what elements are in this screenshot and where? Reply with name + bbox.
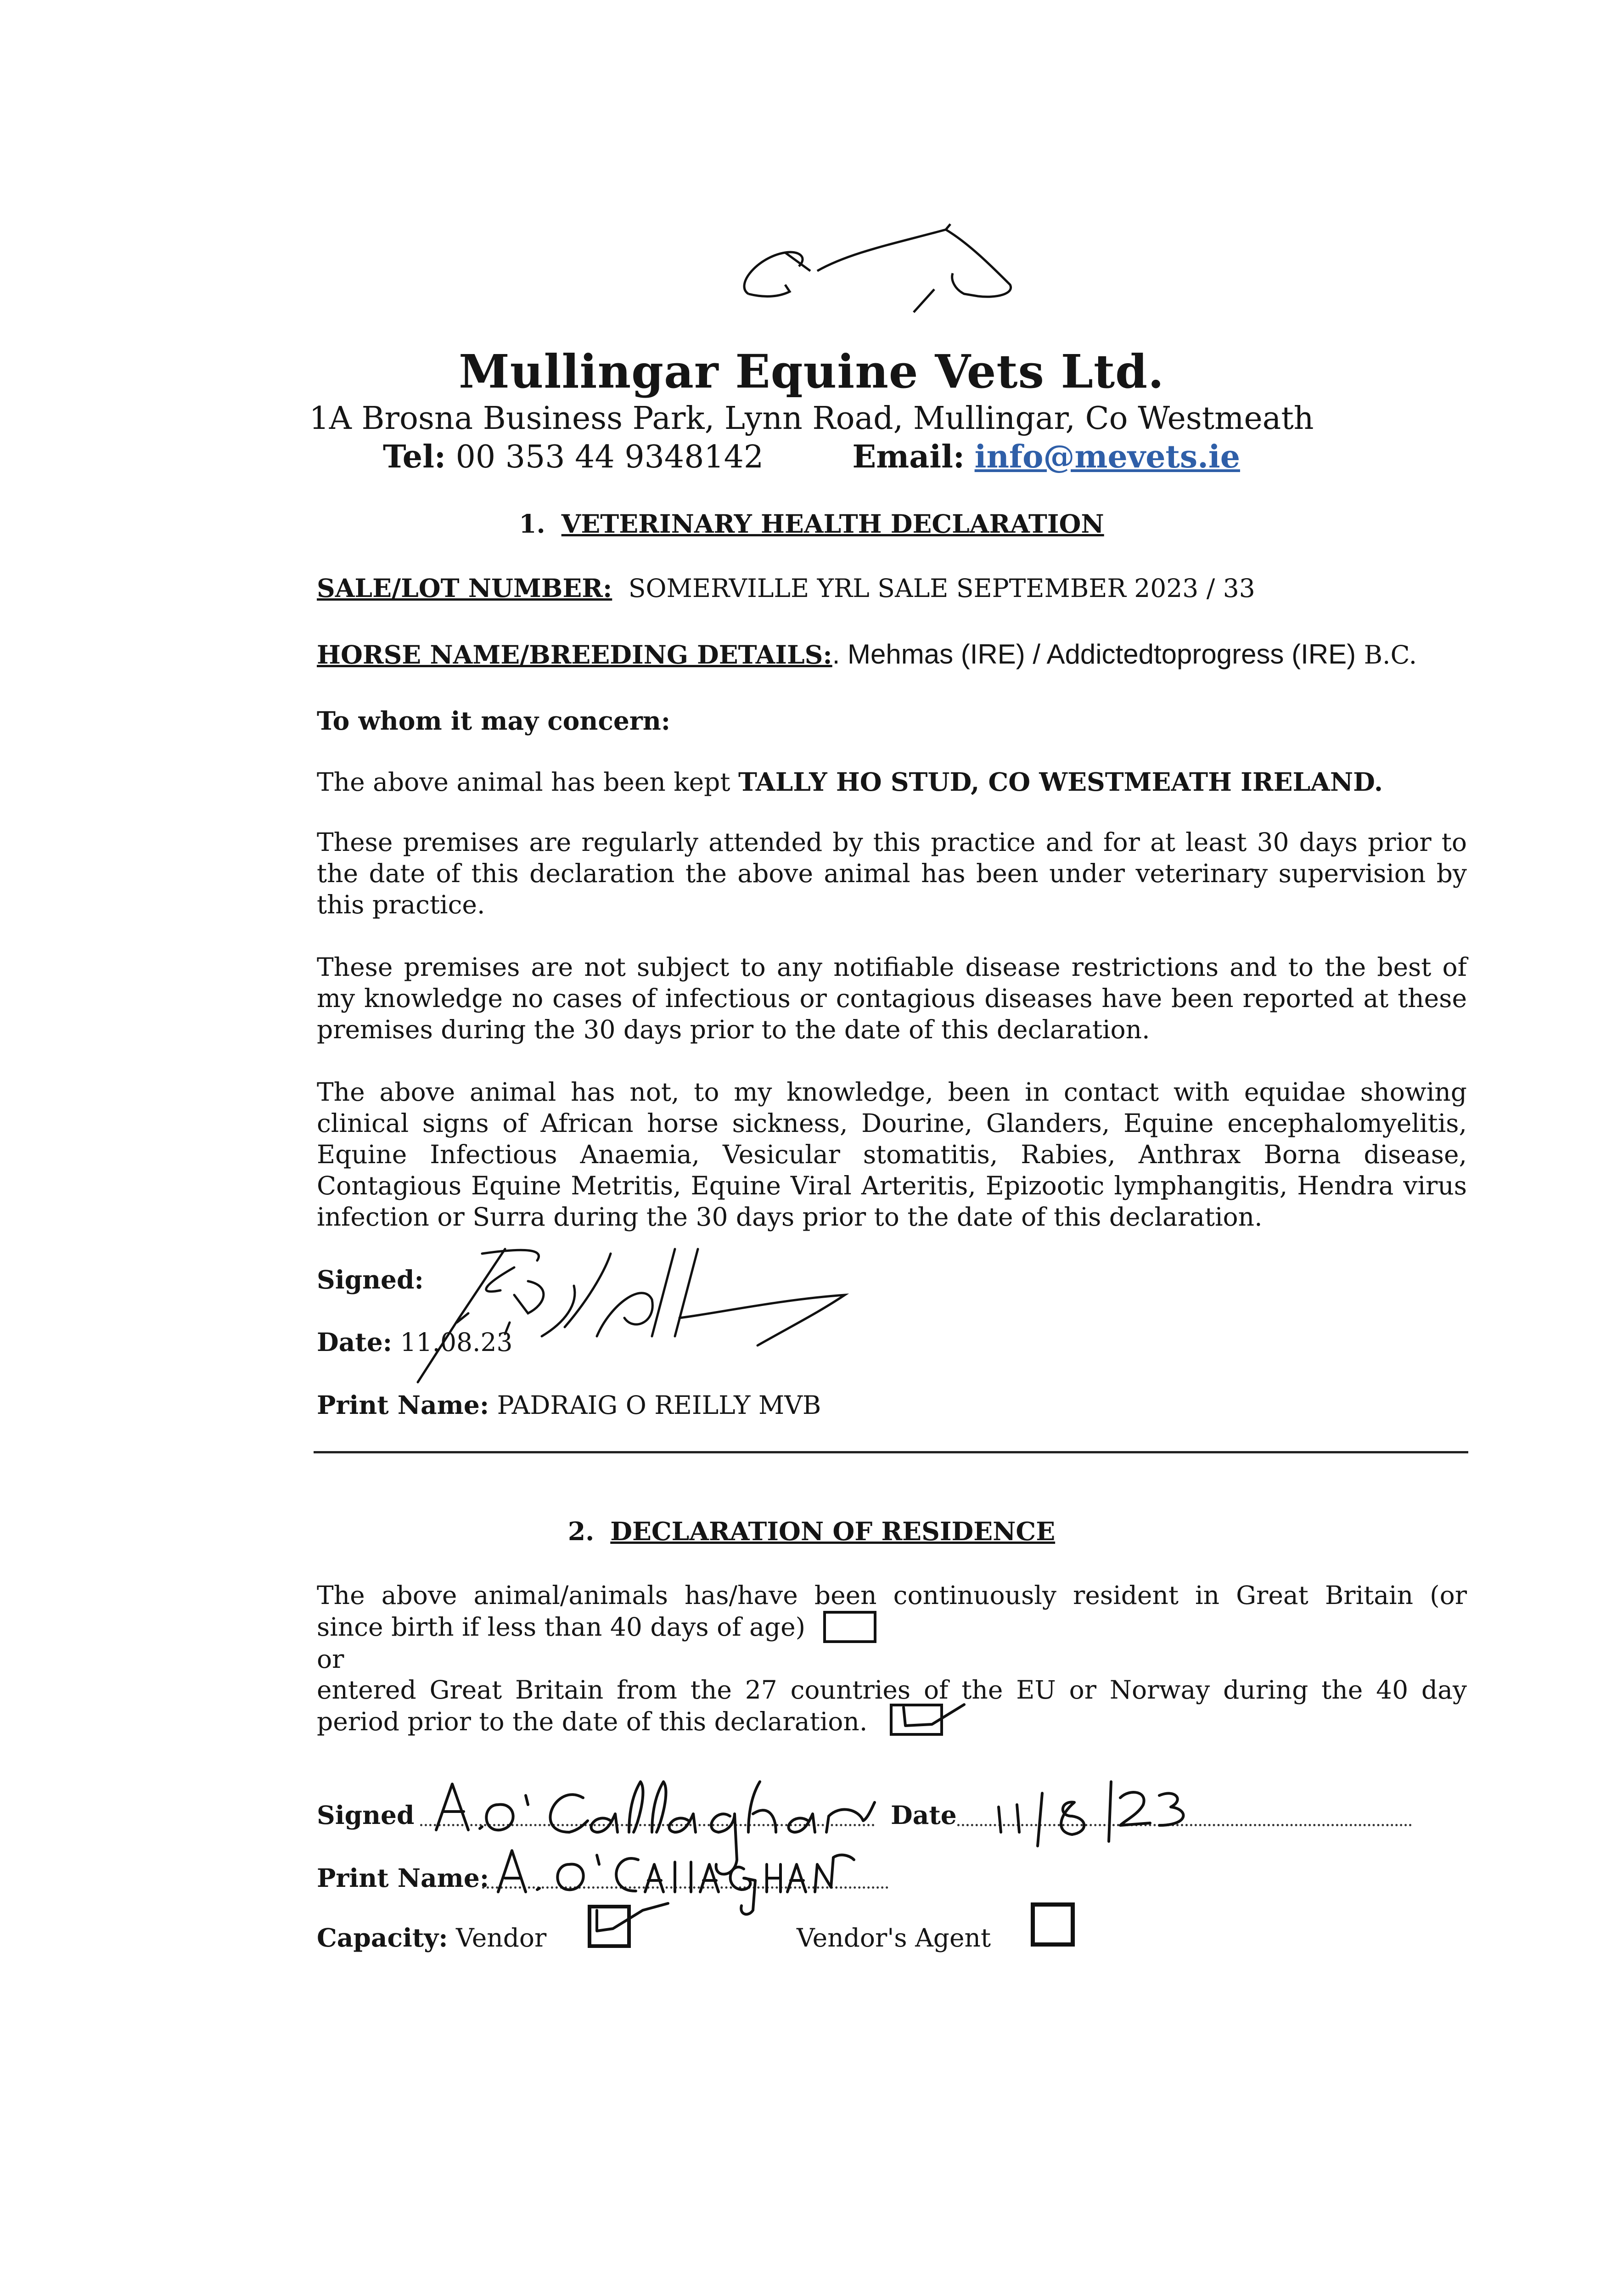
email-link[interactable]: info@mevets.ie (974, 439, 1240, 475)
capacity-label: Capacity: (317, 1923, 448, 1953)
resident-line1: The above animal/animals has/have been continuously resident in Great Britain (or (317, 1581, 1467, 1610)
horse-suffix: B.C. (1356, 640, 1417, 670)
owner-signed-line (420, 1824, 875, 1826)
company-contact (0, 439, 1623, 475)
para-restrictions: These premises are not subject to any notifiable disease restrictions and to the best of my knowledge no cases of infectious or contagious diseases have been reported at these premises during the 30 days prior to the date of this declaration. (317, 952, 1467, 1044)
entered-line2: period prior to the date of this declaration. (317, 1707, 868, 1736)
entered-checkbox[interactable] (890, 1704, 943, 1736)
vet-print-value: PADRAIG O REILLY MVB (497, 1390, 821, 1420)
company-name: Mullingar Equine Vets Ltd. (459, 344, 1164, 399)
horse-label: HORSE NAME/BREEDING DETAILS: (317, 640, 832, 670)
section1-number: 1. (519, 509, 545, 539)
kept-row (317, 766, 1467, 798)
salutation: To whom it may concern: (317, 706, 671, 736)
vendor-checkbox[interactable] (588, 1905, 631, 1948)
owner-print-line (482, 1886, 888, 1889)
tel-value: 00 353 44 9348142 (455, 439, 764, 475)
section-divider (314, 1451, 1468, 1453)
resident-checkbox[interactable] (823, 1611, 876, 1643)
entered-line1: entered Great Britain from the 27 countries of the EU or Norway during the 40 day (317, 1675, 1467, 1705)
sale-lot-row (317, 572, 1467, 604)
resident-line2: since birth if less than 40 days of age) (317, 1612, 806, 1642)
email-label: Email: (852, 439, 965, 475)
vet-print-row (317, 1389, 1467, 1421)
owner-date-line (957, 1824, 1412, 1826)
vet-print-label: Print Name: (317, 1390, 489, 1420)
vet-signed-label: Signed: (317, 1265, 424, 1294)
vet-date-label: Date: (317, 1327, 393, 1357)
owner-print-label: Print Name: (317, 1863, 489, 1893)
kept-prefix: The above animal has been kept (317, 767, 738, 797)
para-contact: The above animal has not, to my knowledge, been in contact with equidae showing clinical signs of African horse sickness, Dourine, Glanders, Equine encephalomyelitis, Equine Infectious Anaemia, Vesicular stomatitis, Rabies, Anthrax Borna disease, Contagious Equine Metritis, Equine Viral Arteritis, Epizootic lymphangitis, Hendra virus infection or Surra during the 30 days prior to the date of this declaration. (317, 1077, 1467, 1232)
or-text: or (317, 1644, 344, 1674)
agent-checkbox[interactable] (1031, 1902, 1075, 1947)
vet-date-value: 11.08.23 (400, 1328, 513, 1357)
owner-signed-label: Signed (317, 1800, 415, 1830)
kept-location: TALLY HO STUD, CO WESTMEATH IRELAND. (738, 767, 1383, 797)
horse-value: . Mehmas (IRE) / Addictedtoprogress (IRE) (832, 639, 1356, 670)
company-address: 1A Brosna Business Park, Lynn Road, Mullingar, Co Westmeath (309, 400, 1314, 437)
section2-number: 2. (567, 1516, 595, 1546)
owner-date-label: Date (891, 1800, 957, 1830)
horse-logo-icon (730, 216, 1028, 331)
vendor-label: Vendor (456, 1923, 547, 1953)
section2-heading: DECLARATION OF RESIDENCE (610, 1516, 1056, 1546)
section1-heading: VETERINARY HEALTH DECLARATION (561, 509, 1104, 539)
agent-label: Vendor's Agent (797, 1923, 991, 1953)
horse-row (317, 638, 1467, 671)
section1-title (0, 509, 1623, 539)
para-supervision: These premises are regularly attended by this practice and for at least 30 days prior to the date of this declaration the above animal has been under veterinary supervision by this practice. (317, 827, 1467, 919)
sale-lot-label: SALE/LOT NUMBER: (317, 573, 612, 603)
section2-title (0, 1516, 1623, 1546)
tel-label: Tel: (383, 439, 446, 475)
vet-date-row (317, 1326, 1467, 1358)
sale-lot-value: SOMERVILLE YRL SALE SEPTEMBER 2023 / 33 (628, 574, 1255, 603)
